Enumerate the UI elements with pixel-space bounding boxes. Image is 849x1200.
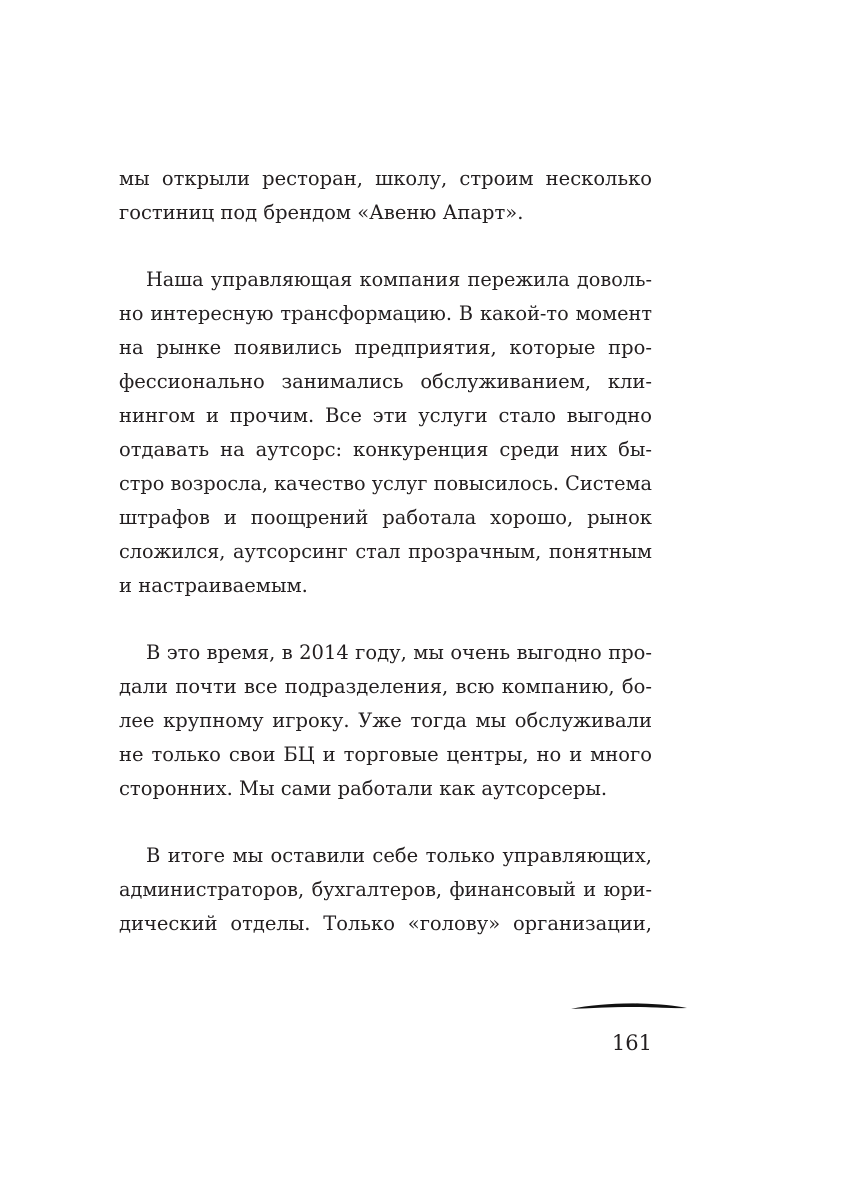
text-line: гостиниц под брендом «Авеню Апарт».: [119, 201, 524, 224]
text-line: и настраиваемым.: [119, 574, 308, 597]
text-line: не только свои БЦ и торговые центры, но и много: [119, 743, 652, 766]
brush-stroke-ornament: [570, 1000, 688, 1014]
text-line: но интересную трансформацию. В какой-то момент: [119, 302, 652, 325]
text-line: В это время, в 2014 году, мы очень выгодно про-: [146, 641, 652, 664]
text-line: сторонних. Мы сами работали как аутсорсеры.: [119, 777, 608, 800]
text-line: сложился, аутсорсинг стал прозрачным, понятным: [119, 540, 652, 563]
text-line: мы открыли ресторан, школу, строим несколько: [119, 167, 652, 190]
text-line: администраторов, бухгалтеров, финансовый и юри-: [119, 878, 652, 901]
text-line: стро возросла, качество услуг повысилось. Система: [119, 472, 652, 495]
page-number: 161: [611, 1031, 652, 1055]
text-line: на рынке появились предприятия, которые про-: [119, 336, 652, 359]
text-line: Наша управляющая компания пережила доволь-: [146, 268, 652, 291]
text-line: фессионально занимались обслуживанием, кли-: [119, 370, 652, 393]
text-line: нингом и прочим. Все эти услуги стало выгодно: [119, 404, 652, 427]
text-line: отдавать на аутсорс: конкуренция среди них бы-: [119, 438, 652, 461]
text-line: В итоге мы оставили себе только управляющих,: [146, 844, 652, 867]
text-line: дали почти все подразделения, всю компанию, бо-: [119, 675, 652, 698]
text-line: штрафов и поощрений работала хорошо, рынок: [119, 506, 652, 529]
text-line: дический отделы. Только «голову» организации,: [119, 912, 652, 935]
text-line: лее крупному игроку. Уже тогда мы обслуживали: [119, 709, 652, 732]
